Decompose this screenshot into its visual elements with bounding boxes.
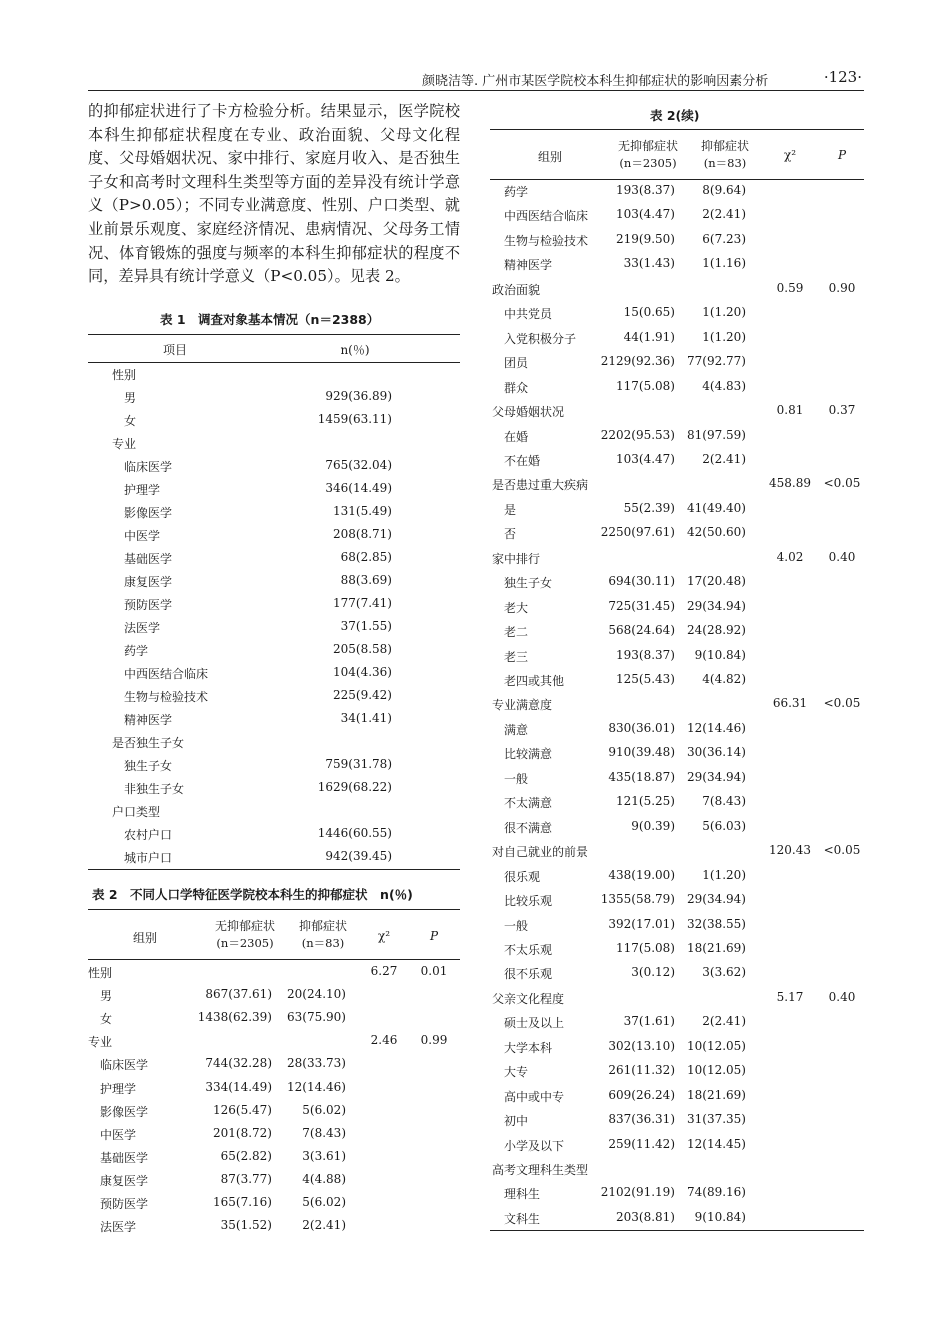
row-dep-value: 77(92.77) [687, 354, 746, 369]
row-dep-value: 1(1.16) [702, 256, 746, 271]
table2-col-chi: χ² [377, 929, 391, 943]
row-dep-value: 74(89.16) [687, 1185, 746, 1200]
row-label: 专业满意度 [492, 698, 553, 713]
row-dep-value: 4(4.88) [302, 1171, 346, 1186]
row-p-value: <0.05 [823, 476, 861, 491]
row-value: 1459(63.11) [317, 412, 392, 426]
row-no-dep-value: 694(30.11) [608, 574, 675, 589]
running-title: 颜晓洁等. 广州市某医学院校本科生抑郁症状的影响因素分析 [422, 74, 769, 89]
row-label: 影像医学 [124, 506, 173, 520]
row-value: 104(4.36) [333, 665, 392, 679]
row-label: 是 [504, 502, 517, 517]
row-no-dep-value: 35(1.52) [220, 1218, 272, 1233]
row-no-dep-value: 867(37.61) [205, 987, 272, 1002]
row-no-dep-value: 2102(91.19) [600, 1185, 675, 1200]
row-label: 非独生子女 [124, 782, 185, 796]
row-value: 759(31.78) [325, 757, 392, 771]
row-dep-value: 10(12.05) [687, 1038, 746, 1053]
row-no-dep-value: 1438(62.39) [197, 1010, 272, 1025]
row-label: 对自己就业的前景 [492, 845, 589, 860]
row-no-dep-value: 201(8.72) [213, 1125, 272, 1140]
table2-col-no-dep [200, 918, 290, 952]
table1-caption: 表 1 调查对象基本情况（n＝2388） [160, 312, 380, 327]
row-label: 理科生 [504, 1187, 541, 1202]
row-value: 34(1.41) [340, 711, 392, 725]
row-dep-value: 1(1.20) [702, 305, 746, 320]
row-p-value: 0.40 [828, 989, 856, 1004]
row-value: 346(14.49) [325, 481, 392, 495]
row-no-dep-value: 725(31.45) [608, 598, 675, 613]
row-value: 208(8.71) [333, 527, 392, 541]
row-dep-value: 41(49.40) [687, 500, 746, 515]
row-label: 中西医结合临床 [504, 209, 589, 224]
row-label: 独生子女 [504, 576, 553, 591]
row-dep-value: 3(3.61) [302, 1148, 346, 1163]
row-label: 大专 [504, 1065, 529, 1080]
row-label: 是否患过重大疾病 [492, 478, 589, 493]
row-no-dep-value: 37(1.61) [623, 1014, 675, 1029]
row-label: 男 [124, 391, 137, 405]
row-dep-value: 8(9.64) [702, 183, 746, 197]
table2-col-dep-n: (n＝83) [301, 936, 345, 950]
row-value: 37(1.55) [340, 619, 392, 633]
table2-col-dep-label: 抑郁症状 [298, 919, 347, 933]
row-no-dep-value: 1355(58.79) [600, 892, 675, 907]
row-label: 药学 [124, 644, 149, 658]
row-label: 比较满意 [504, 747, 553, 762]
row-dep-value: 12(14.46) [287, 1079, 346, 1094]
row-dep-value: 2(2.41) [702, 451, 746, 466]
row-label: 基础医学 [100, 1150, 149, 1165]
row-dep-value: 7(8.43) [702, 794, 746, 809]
row-dep-value: 9(10.84) [694, 647, 746, 662]
row-label: 父亲文化程度 [492, 991, 565, 1006]
row-label: 户口类型 [112, 805, 161, 819]
row-dep-value: 31(37.35) [687, 1112, 746, 1127]
row-label: 女 [124, 414, 137, 428]
row-label: 老三 [504, 649, 529, 664]
row-dep-value: 29(34.94) [687, 598, 746, 613]
row-no-dep-value: 33(1.43) [623, 256, 675, 271]
row-label: 初中 [504, 1114, 529, 1129]
row-no-dep-value: 259(11.42) [608, 1136, 675, 1151]
row-no-dep-value: 261(11.32) [608, 1063, 675, 1078]
row-no-dep-value: 568(24.64) [608, 623, 675, 638]
row-value: 225(9.42) [333, 688, 392, 702]
row-no-dep-value: 2250(97.61) [600, 525, 675, 540]
row-no-dep-value: 126(5.47) [213, 1102, 272, 1117]
row-dep-value: 24(28.92) [687, 623, 746, 638]
row-label: 法医学 [124, 621, 161, 635]
row-label: 护理学 [124, 483, 161, 497]
row-label: 农村户口 [124, 828, 173, 842]
table2-top-rule [88, 909, 460, 910]
row-dep-value: 2(2.41) [702, 207, 746, 222]
row-p-value: <0.05 [823, 696, 861, 711]
row-value: 1629(68.22) [317, 780, 392, 794]
row-chi-value: 4.02 [776, 549, 804, 564]
row-chi-value: 0.81 [776, 403, 804, 418]
table2c-col-dep [680, 138, 770, 172]
row-label: 很不满意 [504, 820, 553, 835]
row-no-dep-value: 65(2.82) [220, 1148, 272, 1163]
row-label: 性别 [112, 368, 137, 382]
row-dep-value: 1(1.20) [702, 867, 746, 882]
row-dep-value: 2(2.41) [302, 1218, 346, 1233]
row-no-dep-value: 830(36.01) [608, 720, 675, 735]
row-dep-value: 4(4.83) [702, 378, 746, 393]
row-label: 不在婚 [504, 453, 541, 468]
row-label: 是否独生子女 [112, 736, 185, 750]
row-label: 基础医学 [124, 552, 173, 566]
row-p-value: 0.01 [420, 964, 448, 978]
row-dep-value: 12(14.45) [687, 1136, 746, 1151]
row-label: 比较乐观 [504, 894, 553, 909]
row-value: 205(8.58) [333, 642, 392, 656]
table2-col-no-dep-label: 无抑郁症状 [214, 919, 275, 933]
row-dep-value: 29(34.94) [687, 892, 746, 907]
row-label: 精神医学 [504, 258, 553, 273]
row-no-dep-value: 193(8.37) [616, 183, 675, 197]
row-no-dep-value: 87(3.77) [220, 1171, 272, 1186]
row-dep-value: 17(20.48) [687, 574, 746, 589]
row-label: 城市户口 [124, 851, 173, 865]
row-no-dep-value: 392(17.01) [608, 916, 675, 931]
table2c-col-group: 组别 [537, 150, 562, 164]
page-number: ·123· [823, 68, 862, 86]
row-label: 护理学 [100, 1081, 137, 1096]
row-no-dep-value: 165(7.16) [213, 1195, 272, 1209]
row-label: 生物与检验技术 [504, 233, 589, 248]
row-label: 家中排行 [492, 551, 541, 566]
row-dep-value: 81(97.59) [687, 427, 746, 442]
row-chi-value: 5.17 [776, 989, 804, 1004]
row-label: 康复医学 [100, 1173, 149, 1188]
row-no-dep-value: 103(4.47) [616, 207, 675, 222]
row-value: 88(3.69) [340, 573, 392, 587]
row-p-value: 0.37 [828, 403, 856, 418]
table1-header-rule [88, 362, 460, 363]
row-no-dep-value: 117(5.08) [616, 378, 675, 393]
row-label: 临床医学 [100, 1058, 149, 1073]
row-label: 团员 [504, 356, 529, 371]
row-p-value: 0.40 [828, 549, 856, 564]
row-label: 中医学 [100, 1127, 137, 1142]
row-label: 文科生 [504, 1211, 541, 1226]
row-label: 中医学 [124, 529, 161, 543]
row-no-dep-value: 435(18.87) [608, 769, 675, 784]
row-label: 很不乐观 [504, 967, 553, 982]
row-p-value: 0.90 [828, 280, 856, 295]
row-no-dep-value: 9(0.39) [631, 818, 675, 833]
row-dep-value: 42(50.60) [687, 525, 746, 540]
row-no-dep-value: 609(26.24) [608, 1087, 675, 1102]
row-label: 高考文理科生类型 [492, 1163, 589, 1177]
row-no-dep-value: 55(2.39) [623, 500, 675, 515]
row-no-dep-value: 15(0.65) [623, 305, 675, 320]
row-label: 老二 [504, 625, 529, 640]
row-no-dep-value: 3(0.12) [631, 965, 675, 980]
row-dep-value: 9(10.84) [694, 1209, 746, 1224]
table2c-caption: 表 2(续) [650, 108, 700, 123]
row-label: 老大 [504, 600, 529, 615]
row-value: 131(5.49) [333, 504, 392, 518]
row-no-dep-value: 219(9.50) [616, 231, 675, 246]
table2-col-p: P [429, 929, 439, 943]
table1-col-item: 项目 [162, 343, 187, 357]
table2c-col-dep-n: (n＝83) [703, 156, 747, 170]
row-label: 独生子女 [124, 759, 173, 773]
row-dep-value: 18(21.69) [687, 940, 746, 955]
running-header [88, 68, 864, 91]
row-label: 政治面貌 [492, 282, 541, 297]
row-label: 预防医学 [124, 598, 173, 612]
row-no-dep-value: 203(8.81) [616, 1209, 675, 1224]
row-dep-value: 63(75.90) [287, 1010, 346, 1025]
row-label: 在婚 [504, 429, 529, 444]
row-label: 康复医学 [124, 575, 173, 589]
table1-top-rule [88, 334, 460, 335]
row-no-dep-value: 837(36.31) [608, 1112, 675, 1127]
row-label: 硕士及以上 [504, 1016, 565, 1031]
row-label: 不太满意 [504, 796, 553, 811]
row-label: 性别 [88, 966, 113, 980]
row-label: 群众 [504, 380, 529, 395]
row-value: 942(39.45) [325, 849, 392, 863]
table2-header-rule [88, 959, 460, 960]
row-no-dep-value: 2129(92.36) [600, 354, 675, 369]
row-label: 中共党员 [504, 307, 553, 322]
row-chi-value: 6.27 [370, 964, 398, 978]
table2c-col-dep-label: 抑郁症状 [700, 139, 749, 153]
row-value: 765(32.04) [325, 458, 392, 472]
row-no-dep-value: 44(1.91) [623, 329, 675, 344]
row-no-dep-value: 910(39.48) [608, 745, 675, 760]
row-dep-value: 5(6.03) [702, 818, 746, 833]
row-dep-value: 20(24.10) [287, 987, 346, 1002]
row-dep-value: 3(3.62) [702, 965, 746, 980]
row-dep-value: 18(21.69) [687, 1087, 746, 1102]
row-dep-value: 6(7.23) [702, 231, 746, 246]
row-label: 一般 [504, 771, 529, 786]
row-label: 大学本科 [504, 1040, 553, 1055]
table2c-col-p: P [837, 148, 847, 162]
row-label: 小学及以下 [504, 1138, 565, 1153]
row-label: 法医学 [100, 1220, 137, 1235]
row-no-dep-value: 2202(95.53) [600, 427, 675, 442]
row-no-dep-value: 125(5.43) [616, 672, 675, 686]
row-value: 929(36.89) [325, 389, 392, 403]
row-dep-value: 5(6.02) [302, 1102, 346, 1117]
row-label: 满意 [504, 722, 529, 737]
row-dep-value: 10(12.05) [687, 1063, 746, 1078]
row-dep-value: 32(38.55) [687, 916, 746, 931]
row-label: 影像医学 [100, 1104, 149, 1119]
row-label: 父母婚姻状况 [492, 405, 565, 420]
table2c-bottom-rule [490, 1230, 864, 1231]
row-label: 老四或其他 [504, 674, 565, 688]
table1-bottom-rule [88, 869, 460, 870]
row-chi-value: 120.43 [769, 843, 811, 858]
row-no-dep-value: 193(8.37) [616, 647, 675, 662]
row-label: 女 [100, 1012, 113, 1027]
table2c-col-chi: χ² [783, 148, 797, 162]
row-p-value: <0.05 [823, 843, 861, 858]
row-label: 男 [100, 989, 113, 1004]
table2-col-no-dep-n: (n＝2305) [216, 936, 274, 950]
row-label: 否 [504, 527, 517, 542]
row-dep-value: 12(14.46) [687, 720, 746, 735]
row-label: 预防医学 [100, 1197, 149, 1211]
body-paragraph: 的抑郁症状进行了卡方检验分析。结果显示，医学院校本科生抑郁症状程度在专业、政治面貌、父母文化程度、父母婚姻状况、家中排行、家庭月收入、是否独生子女和高考时文理科生类型等方面的差异没有统计学意义（P>0.05）；不同专业满意度、性别、户口类型、就业前景乐观度、家庭经济情况、患病情况、父母务工情况、体育锻炼的强度与频率的本科生抑郁症状的程度不同，差异具有统计学意义（P<0.05）。见表 2。 [88, 102, 460, 286]
row-dep-value: 7(8.43) [302, 1125, 346, 1140]
row-dep-value: 5(6.02) [302, 1195, 346, 1209]
row-label: 专业 [112, 437, 137, 451]
row-label: 专业 [88, 1035, 113, 1050]
row-label: 高中或中专 [504, 1089, 565, 1104]
row-no-dep-value: 438(19.00) [608, 867, 675, 882]
row-no-dep-value: 103(4.47) [616, 451, 675, 466]
table2c-top-rule [490, 129, 864, 130]
row-dep-value: 29(34.94) [687, 769, 746, 784]
row-dep-value: 30(36.14) [687, 745, 746, 760]
table1-col-n: n(％) [340, 343, 370, 357]
row-value: 1446(60.55) [317, 826, 392, 840]
row-label: 很乐观 [504, 869, 541, 884]
row-p-value: 0.99 [420, 1033, 448, 1048]
row-label: 精神医学 [124, 713, 173, 727]
row-label: 一般 [504, 918, 529, 933]
table2c-col-no-dep-label: 无抑郁症状 [617, 139, 678, 153]
row-label: 中西医结合临床 [124, 667, 209, 681]
row-label: 药学 [504, 185, 529, 199]
row-no-dep-value: 121(5.25) [616, 794, 675, 809]
table2-col-group: 组别 [132, 931, 157, 945]
row-dep-value: 1(1.20) [702, 329, 746, 344]
row-no-dep-value: 302(13.10) [608, 1038, 675, 1053]
table2-col-dep [278, 918, 368, 952]
row-chi-value: 2.46 [370, 1033, 398, 1048]
table2-caption: 表 2 不同人口学特征医学院校本科生的抑郁症状 n(％) [92, 887, 413, 902]
row-label: 临床医学 [124, 460, 173, 474]
row-label: 生物与检验技术 [124, 690, 209, 704]
table2c-col-no-dep-n: (n＝2305) [619, 156, 677, 170]
row-chi-value: 0.59 [776, 280, 804, 295]
row-dep-value: 2(2.41) [702, 1014, 746, 1029]
row-dep-value: 4(4.82) [702, 672, 746, 686]
row-label: 入党积极分子 [504, 331, 577, 346]
table2c-header-rule [490, 179, 864, 180]
row-value: 177(7.41) [333, 596, 392, 610]
row-chi-value: 458.89 [769, 476, 811, 491]
row-no-dep-value: 117(5.08) [616, 940, 675, 955]
row-no-dep-value: 744(32.28) [205, 1056, 272, 1071]
row-label: 不太乐观 [504, 942, 553, 957]
row-dep-value: 28(33.73) [287, 1056, 346, 1071]
row-no-dep-value: 334(14.49) [205, 1079, 272, 1094]
row-value: 68(2.85) [340, 550, 392, 564]
row-chi-value: 66.31 [772, 696, 808, 711]
